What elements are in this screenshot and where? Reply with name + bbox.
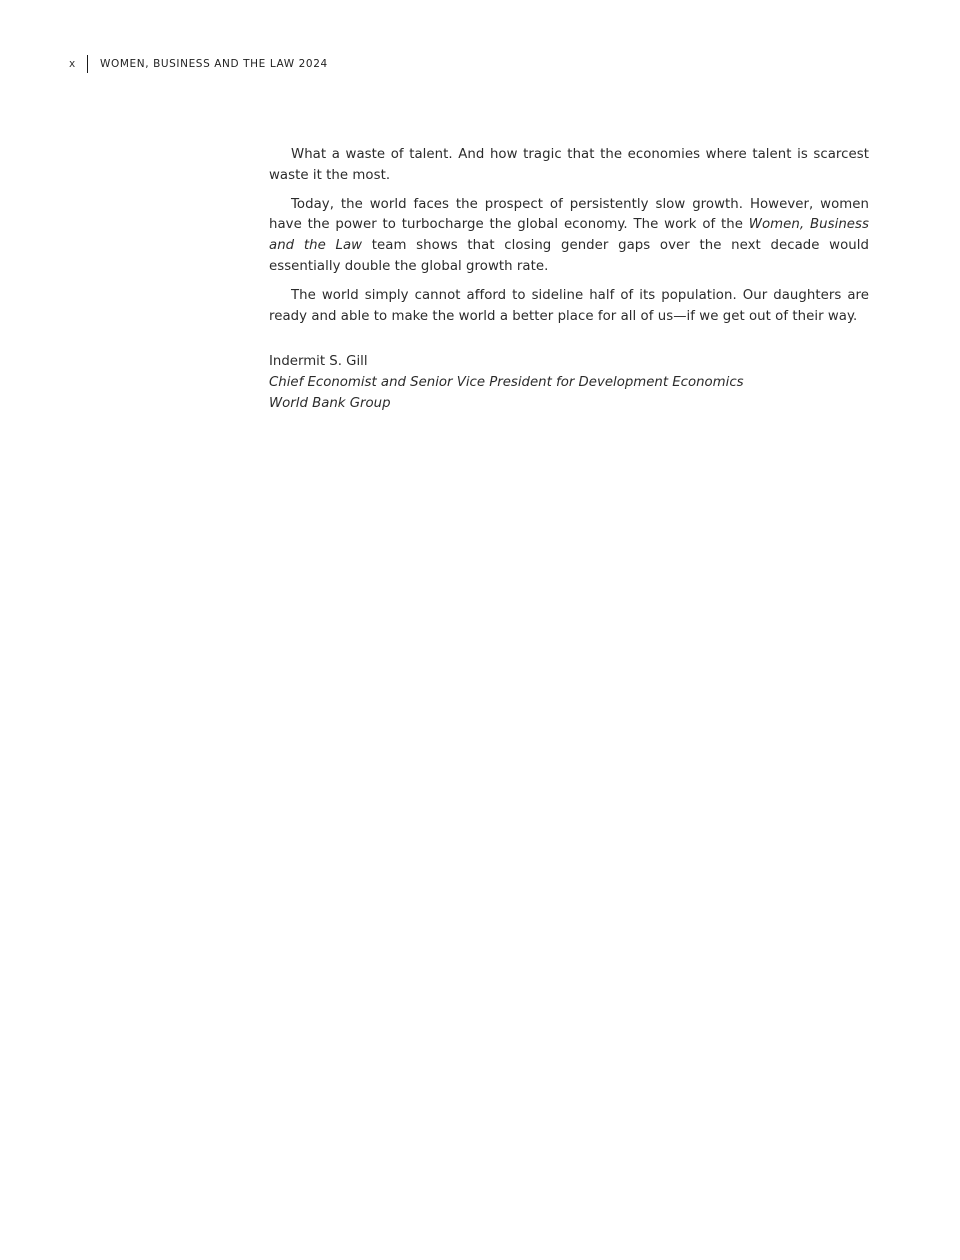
paragraph-2 <box>269 195 869 278</box>
report-title-italic: Women, Business and the Law <box>269 217 869 254</box>
header-divider <box>87 55 88 73</box>
signatory-organization: World Bank Group <box>269 396 391 411</box>
paragraph-3: The world simply cannot afford to sideline half of its population. Our daughters are ready and able to make the world a better place for all of us—if we get out of their way. <box>269 287 869 324</box>
signature-block <box>269 351 869 414</box>
paragraph-2-text-end: team shows that closing gender gaps over the next decade would essentially double the global growth rate. <box>269 238 869 274</box>
running-header <box>69 55 328 73</box>
foreword-body <box>269 145 869 335</box>
signatory-name: Indermit S. Gill <box>269 354 368 369</box>
signatory-title: Chief Economist and Senior Vice President for Development Economics <box>269 375 744 390</box>
paragraph-2-text-start: Today, the world faces the prospect of persistently slow growth. However, women have the power to turbocharge the global economy. The work of the <box>269 196 869 233</box>
running-title: WOMEN, BUSINESS AND THE LAW 2024 <box>100 58 328 70</box>
page-number: x <box>69 58 76 70</box>
paragraph-1: What a waste of talent. And how tragic that the economies where talent is scarcest waste it the most. <box>269 147 869 183</box>
